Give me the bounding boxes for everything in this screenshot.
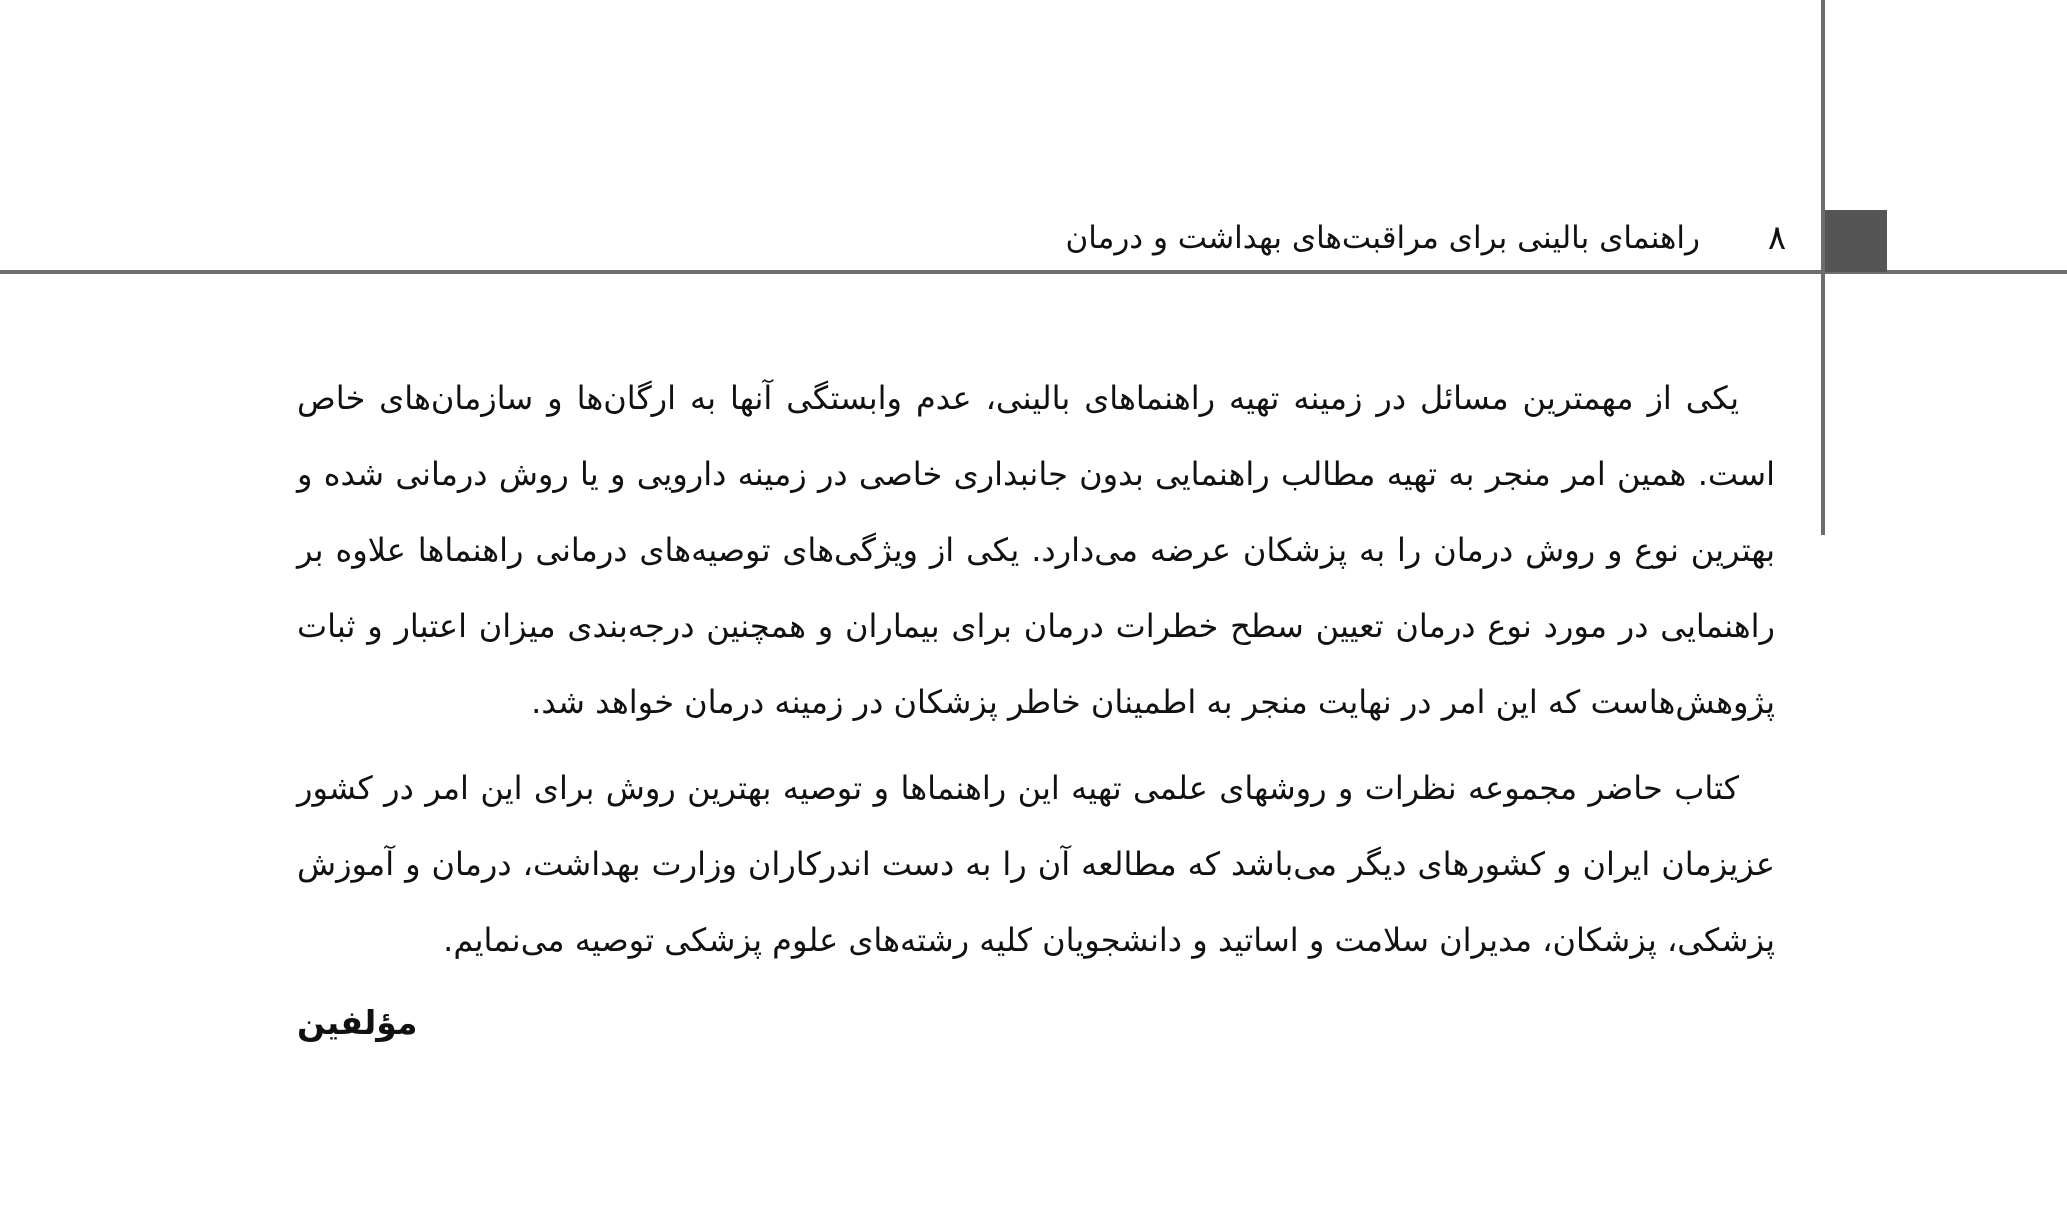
body-text: [297, 360, 1775, 1058]
signature: مؤلفین: [297, 1003, 418, 1042]
header-rule: [0, 270, 2067, 274]
running-title: راهنمای بالینی برای مراقبت‌های بهداشت و درمان: [1065, 220, 1700, 256]
page-number: ۸: [1767, 218, 1787, 258]
paragraph-1: یکی از مهمترین مسائل در زمینه تهیه راهنماهای بالینی، عدم وابستگی آنها به ارگان‌ها و سازمان‌های خاص است. همین امر منجر به تهیه مطالب راهنمایی بدون جانبداری خاصی در زمینه دارویی و یا روش درمانی شده و بهترین نوع و روش درمان را به پزشکان عرضه می‌دارد. یکی از ویژگی‌های توصیه‌های درمانی راهنماها علاوه بر راهنمایی در مورد نوع درمان تعیین سطح خطرات درمان برای بیماران و همچنین درجه‌بندی میزان اعتبار و ثبات پژوهش‌هاست که این امر در نهایت منجر به اطمینان خاطر پزشکان در زمینه درمان خواهد شد.: [297, 379, 1775, 721]
page-corner-block: [1825, 210, 1887, 272]
paragraph-2: کتاب حاضر مجموعه نظرات و روشهای علمی تهیه این راهنماها و توصیه بهترین روش برای این امر در کشور عزیزمان ایران و کشورهای دیگر می‌باشد که مطالعه آن را به دست اندرکاران وزارت بهداشت، درمان و آموزش پزشکی، پزشکان، مدیران سلامت و اساتید و دانشجویان کلیه رشته‌های علوم پزشکی توصیه می‌نمایم.: [297, 769, 1775, 959]
